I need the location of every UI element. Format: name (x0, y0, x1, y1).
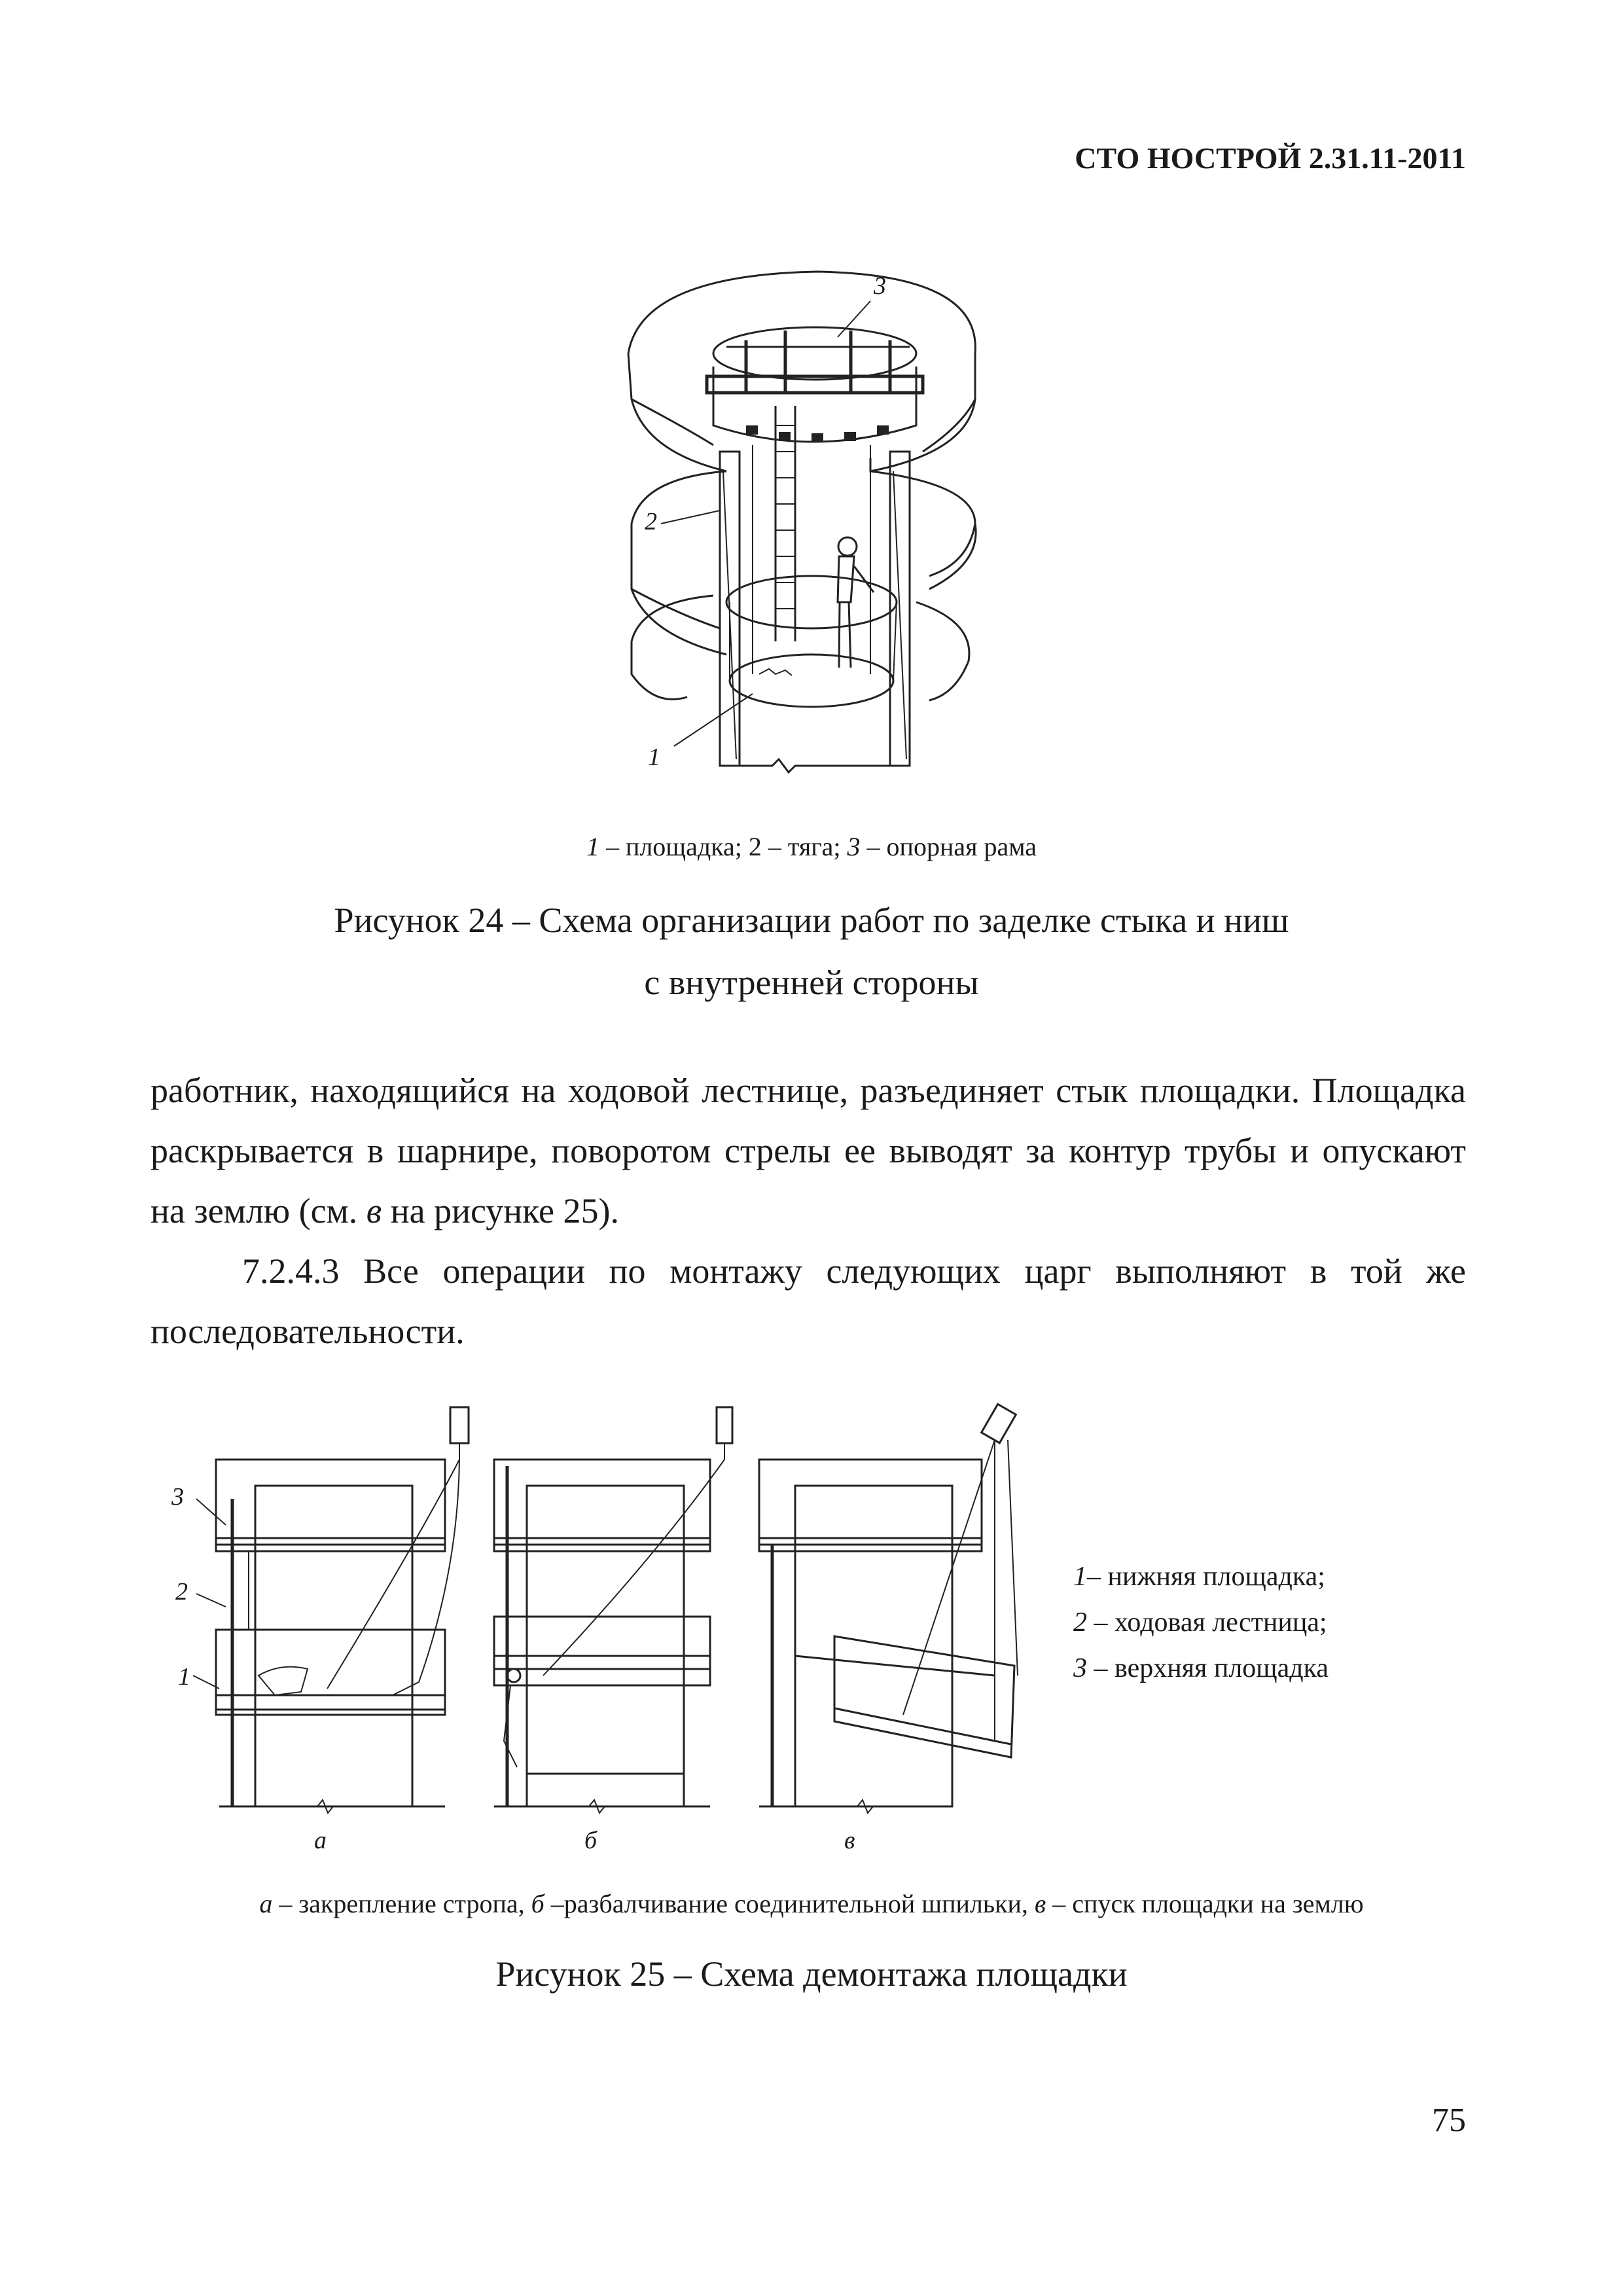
figure-25-subcaption (151, 1888, 1472, 1919)
fig25-panel-a (193, 1407, 469, 1806)
subcaption-a: а (259, 1889, 273, 1918)
fig25-legend-item-2 (1073, 1607, 1327, 1638)
fig25-legend-text-3: – верхняя площадка (1087, 1653, 1329, 1683)
document-code-header: СТО НОСТРОЙ 2.31.11-2011 (1075, 141, 1466, 175)
fig25-side-label-3: 3 (171, 1483, 184, 1511)
p1-line3-end: на рисунке 25). (382, 1191, 619, 1230)
fig25-side-label-1: 1 (178, 1663, 190, 1691)
fig25-legend-text-2: – ходовая лестница; (1087, 1607, 1327, 1638)
fig24-label-3: 3 (874, 272, 886, 300)
paragraph-2-line-1: 7.2.4.3 Все операции по монтажу следующих царг выполняют в той же (242, 1251, 1466, 1291)
fig25-legend-text-1: – нижняя площадка; (1087, 1562, 1325, 1592)
subcaption-b: б (531, 1889, 544, 1918)
legend-text-1: – площадка; 2 – тяга; (599, 832, 847, 861)
figure-25-caption: Рисунок 25 – Схема демонтажа площадки (495, 1954, 1128, 1994)
fig25-panel-label-c: в (844, 1827, 855, 1854)
figure-24-caption-line2: с внутренней стороны (644, 963, 979, 1002)
p1-line3-ref: в (366, 1191, 382, 1230)
legend-text-3: – опорная рама (860, 832, 1037, 861)
p1-line3-start: на землю (см. (151, 1191, 366, 1230)
subcaption-c: в (1034, 1889, 1046, 1918)
fig25-legend-num-2: 2 (1073, 1607, 1087, 1638)
subcaption-b-text: –разбалчивание соединительной шпильки, (544, 1889, 1035, 1918)
fig25-panel-b (494, 1407, 732, 1806)
fig25-legend-item-1 (1073, 1561, 1325, 1592)
paragraph-1-line-2: раскрывается в шарнире, поворотом стрелы ее выводят за контур трубы и опускают (151, 1131, 1466, 1170)
subcaption-c-text: – спуск площадки на землю (1046, 1889, 1364, 1918)
fig25-panel-label-a: а (314, 1827, 327, 1854)
fig24-label-2: 2 (645, 508, 657, 535)
fig25-side-label-2: 2 (175, 1578, 188, 1605)
fig25-panel-c (759, 1404, 1018, 1806)
fig25-legend-num-1: 1 (1073, 1562, 1087, 1592)
paragraph-1-line-1: работник, находящийся на ходовой лестнице, разъединяет стык площадки. Площадка (151, 1071, 1466, 1110)
subcaption-a-text: – закрепление стропа, (272, 1889, 531, 1918)
fig25-panel-label-b: б (584, 1827, 597, 1854)
legend-num-3: 3 (847, 832, 861, 861)
legend-num-1: 1 (586, 832, 599, 861)
paragraph-2-line-2: последовательности. (151, 1312, 465, 1351)
figure-24-caption-line1: Рисунок 24 – Схема организации работ по заделке стыка и ниш (334, 901, 1289, 940)
fig25-legend-num-3: 3 (1073, 1653, 1087, 1683)
page-number: 75 (1432, 2102, 1466, 2139)
fig24-label-1: 1 (648, 744, 660, 771)
fig25-legend-item-3 (1073, 1653, 1329, 1684)
